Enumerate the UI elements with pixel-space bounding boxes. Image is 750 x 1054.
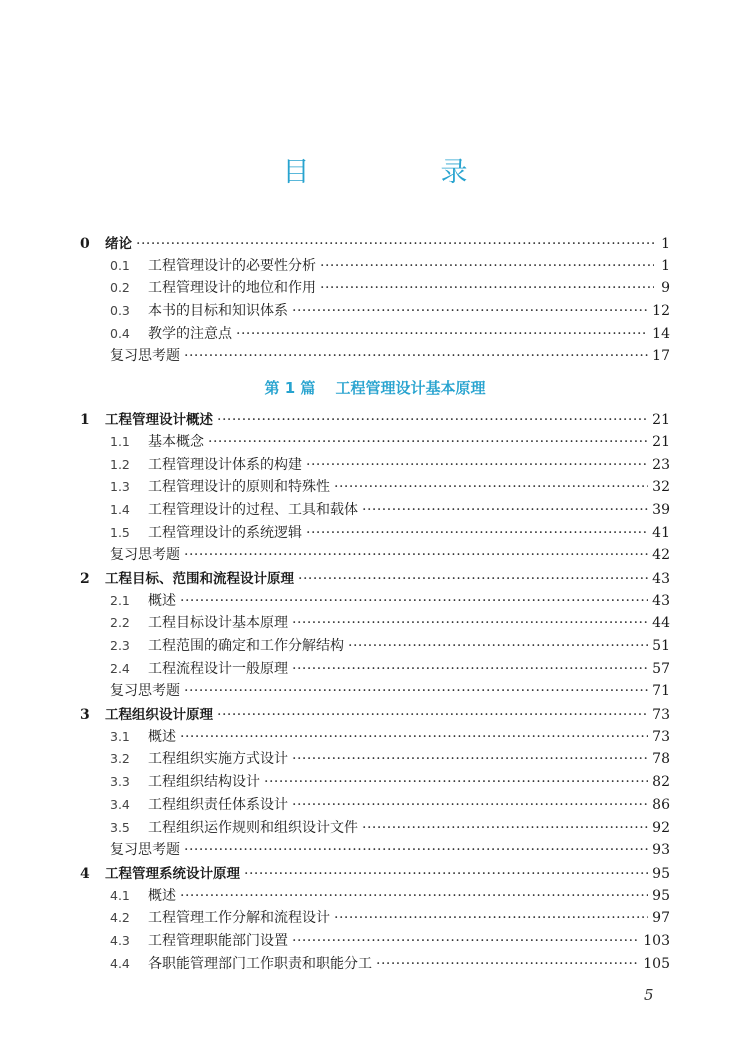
dot-leader	[184, 348, 648, 364]
toc-review-title: 复习思考题	[110, 683, 180, 700]
dot-leader	[184, 547, 648, 563]
dot-leader	[320, 280, 654, 296]
toc-section-title: 概述	[148, 592, 176, 609]
toc-chapter-title: 工程组织设计原理	[105, 707, 213, 724]
toc-section-entry[interactable]	[80, 794, 670, 817]
toc-section-number: 4.4	[110, 955, 130, 971]
toc-section-entry[interactable]	[80, 612, 670, 635]
toc-page-number: 41	[652, 524, 670, 541]
toc-section-title: 教学的注意点	[148, 325, 232, 342]
dot-leader	[292, 751, 648, 767]
dot-leader	[184, 683, 648, 699]
toc-section-title: 本书的目标和知识体系	[148, 303, 288, 320]
toc-section-entry[interactable]	[80, 431, 670, 454]
toc-chapter-number: 1	[80, 412, 90, 429]
toc-section-entry[interactable]	[80, 930, 670, 953]
toc-page-number: 95	[652, 887, 670, 904]
toc-section-entry[interactable]	[80, 323, 670, 346]
toc-section-number: 0.2	[110, 280, 130, 296]
toc-chapter-entry[interactable]	[80, 862, 670, 885]
toc-section-number: 2.4	[110, 660, 130, 676]
toc-chapter-entry[interactable]	[80, 408, 670, 431]
toc-section-title: 工程管理职能部门设置	[148, 932, 288, 949]
toc-section-title: 工程组织实施方式设计	[148, 751, 288, 768]
toc-page-number: 39	[652, 501, 670, 518]
dot-leader	[184, 842, 648, 858]
toc-section-number: 0.4	[110, 325, 130, 341]
toc-section-title: 概述	[148, 728, 176, 745]
toc-section-number: 1.5	[110, 524, 130, 540]
toc-section-number: 2.2	[110, 615, 130, 631]
toc-page-number: 9	[661, 280, 670, 297]
dot-leader	[292, 615, 648, 631]
toc-page-number: 14	[652, 325, 670, 342]
toc-section-title: 工程管理工作分解和流程设计	[148, 910, 330, 927]
toc-section-number: 0.1	[110, 257, 130, 273]
toc-review-entry[interactable]	[80, 544, 670, 567]
dot-leader	[348, 638, 648, 654]
toc-page-number: 57	[652, 660, 670, 677]
toc-section-entry[interactable]	[80, 771, 670, 794]
dot-leader	[136, 236, 654, 252]
toc-section-number: 1.3	[110, 479, 130, 495]
toc-section-number: 3.5	[110, 819, 130, 835]
toc-section-number: 1.1	[110, 433, 130, 449]
toc-section-number: 4.1	[110, 887, 130, 903]
toc-review-entry[interactable]	[80, 680, 670, 703]
toc-section-number: 4.2	[110, 910, 130, 926]
toc-section-title: 工程组织结构设计	[148, 774, 260, 791]
dot-leader	[264, 774, 648, 790]
toc-section-entry[interactable]	[80, 499, 670, 522]
toc-page-number: 21	[652, 412, 670, 429]
dot-leader	[292, 303, 648, 319]
toc-section-entry[interactable]	[80, 522, 670, 545]
dot-leader	[217, 707, 648, 723]
toc-section-title: 概述	[148, 887, 176, 904]
page-title: 目 录	[282, 157, 520, 188]
toc-section-entry[interactable]	[80, 907, 670, 930]
toc-page-number: 86	[652, 796, 670, 813]
dot-leader	[292, 797, 648, 813]
toc-section-title: 工程管理设计的必要性分析	[148, 257, 316, 274]
toc-section-title: 工程管理设计的原则和特殊性	[148, 479, 330, 496]
toc-section-title: 工程组织责任体系设计	[148, 796, 288, 813]
toc-chapter-title: 工程管理系统设计原理	[105, 865, 240, 882]
dot-leader	[217, 412, 648, 428]
toc-section-title: 工程管理设计的地位和作用	[148, 280, 316, 297]
toc-page-number: 97	[652, 910, 670, 927]
toc-section-title: 工程组织运作规则和组织设计文件	[148, 819, 358, 836]
toc-page-number: 71	[652, 683, 670, 700]
toc-review-title: 复习思考题	[110, 547, 180, 564]
toc-chapter-entry[interactable]	[80, 703, 670, 726]
dot-leader	[244, 866, 648, 882]
dot-leader	[208, 434, 648, 450]
toc-section-entry[interactable]	[80, 454, 670, 477]
toc-page-number: 92	[652, 819, 670, 836]
toc-page-number: 103	[643, 932, 670, 949]
dot-leader	[236, 326, 648, 342]
toc-section-entry[interactable]	[80, 255, 670, 278]
toc-section-entry[interactable]	[80, 726, 670, 749]
toc-section-number: 0.3	[110, 303, 130, 319]
toc-section-title: 工程管理设计体系的构建	[148, 456, 302, 473]
toc-page-number: 1	[661, 257, 670, 274]
part-heading	[80, 368, 670, 408]
dot-leader	[334, 479, 648, 495]
toc-chapter-number: 2	[80, 570, 90, 587]
toc-page-number: 82	[652, 774, 670, 791]
toc-page-number: 1	[661, 236, 670, 252]
toc-section-title: 工程管理设计的系统逻辑	[148, 524, 302, 541]
toc-section-entry[interactable]	[80, 748, 670, 771]
toc-section-entry[interactable]	[80, 953, 670, 976]
toc-section-title: 基本概念	[148, 433, 204, 450]
toc-section-number: 1.4	[110, 501, 130, 517]
toc-section-title: 工程范围的确定和工作分解结构	[148, 638, 344, 654]
dot-leader	[376, 956, 639, 972]
toc-chapter-entry[interactable]	[80, 232, 670, 255]
dot-leader	[320, 258, 654, 274]
page-number: 5	[644, 986, 654, 1004]
toc-section-title: 各职能管理部门工作职责和职能分工	[148, 955, 372, 972]
toc-page-number: 73	[652, 707, 670, 724]
toc-section-entry[interactable]	[80, 277, 670, 300]
toc-section-entry[interactable]	[80, 300, 670, 323]
toc-section-number: 3.4	[110, 796, 130, 812]
toc-page-number: 73	[652, 728, 670, 745]
toc-section-title: 工程流程设计一般原理	[148, 660, 288, 677]
toc-chapter-title: 绪论	[105, 236, 132, 252]
part-title: 工程管理设计基本原理	[335, 379, 486, 398]
toc-section-title: 工程目标设计基本原理	[148, 615, 288, 632]
dot-leader	[362, 502, 648, 518]
toc-chapter-number: 4	[80, 865, 90, 882]
toc-section-number: 3.3	[110, 774, 130, 790]
dot-leader	[292, 661, 648, 677]
toc-section-entry[interactable]	[80, 635, 670, 658]
toc-chapter-title: 工程目标、范围和流程设计原理	[105, 570, 294, 587]
toc-page-number: 17	[652, 348, 670, 365]
dot-leader	[298, 571, 648, 587]
toc-page-number: 43	[652, 592, 670, 609]
toc-page-number: 42	[652, 547, 670, 564]
dot-leader	[180, 888, 648, 904]
toc-page-number: 12	[652, 303, 670, 320]
toc-review-entry[interactable]	[80, 345, 670, 368]
dot-leader	[306, 457, 648, 473]
toc-review-title: 复习思考题	[110, 842, 180, 859]
toc-page-number: 23	[652, 456, 670, 473]
toc-page-number: 93	[652, 842, 670, 859]
dot-leader	[292, 933, 639, 949]
toc-section-entry[interactable]	[80, 658, 670, 681]
toc-section-number: 2.1	[110, 592, 130, 608]
toc-section-entry[interactable]	[80, 590, 670, 613]
toc-page-number: 78	[652, 751, 670, 768]
toc-review-title: 复习思考题	[110, 348, 180, 365]
toc-section-entry[interactable]	[80, 476, 670, 499]
toc-review-entry[interactable]	[80, 839, 670, 862]
toc-chapter-number: 0	[80, 236, 90, 252]
toc-chapter-number: 3	[80, 707, 90, 724]
dot-leader	[334, 910, 648, 926]
toc-page-number: 32	[652, 479, 670, 496]
dot-leader	[180, 593, 648, 609]
table-of-contents	[80, 232, 670, 975]
part-number: 第 1 篇	[264, 379, 316, 398]
toc-section-entry[interactable]	[80, 817, 670, 840]
toc-section-title: 工程管理设计的过程、工具和载体	[148, 501, 358, 518]
toc-section-number: 3.2	[110, 751, 130, 767]
toc-page-number: 21	[652, 433, 670, 450]
dot-leader	[362, 820, 648, 836]
toc-section-number: 3.1	[110, 728, 130, 744]
toc-chapter-entry[interactable]	[80, 567, 670, 590]
dot-leader	[180, 729, 648, 745]
toc-chapter-title: 工程管理设计概述	[105, 412, 213, 429]
toc-page-number: 95	[652, 865, 670, 882]
toc-page-number: 44	[652, 615, 670, 632]
toc-section-number: 1.2	[110, 456, 130, 472]
toc-page-number: 51	[652, 638, 670, 654]
toc-section-entry[interactable]	[80, 885, 670, 908]
toc-section-number: 2.3	[110, 638, 130, 653]
toc-page-number: 105	[643, 955, 670, 972]
toc-section-number: 4.3	[110, 932, 130, 948]
toc-page-number: 43	[652, 570, 670, 587]
dot-leader	[306, 525, 648, 541]
